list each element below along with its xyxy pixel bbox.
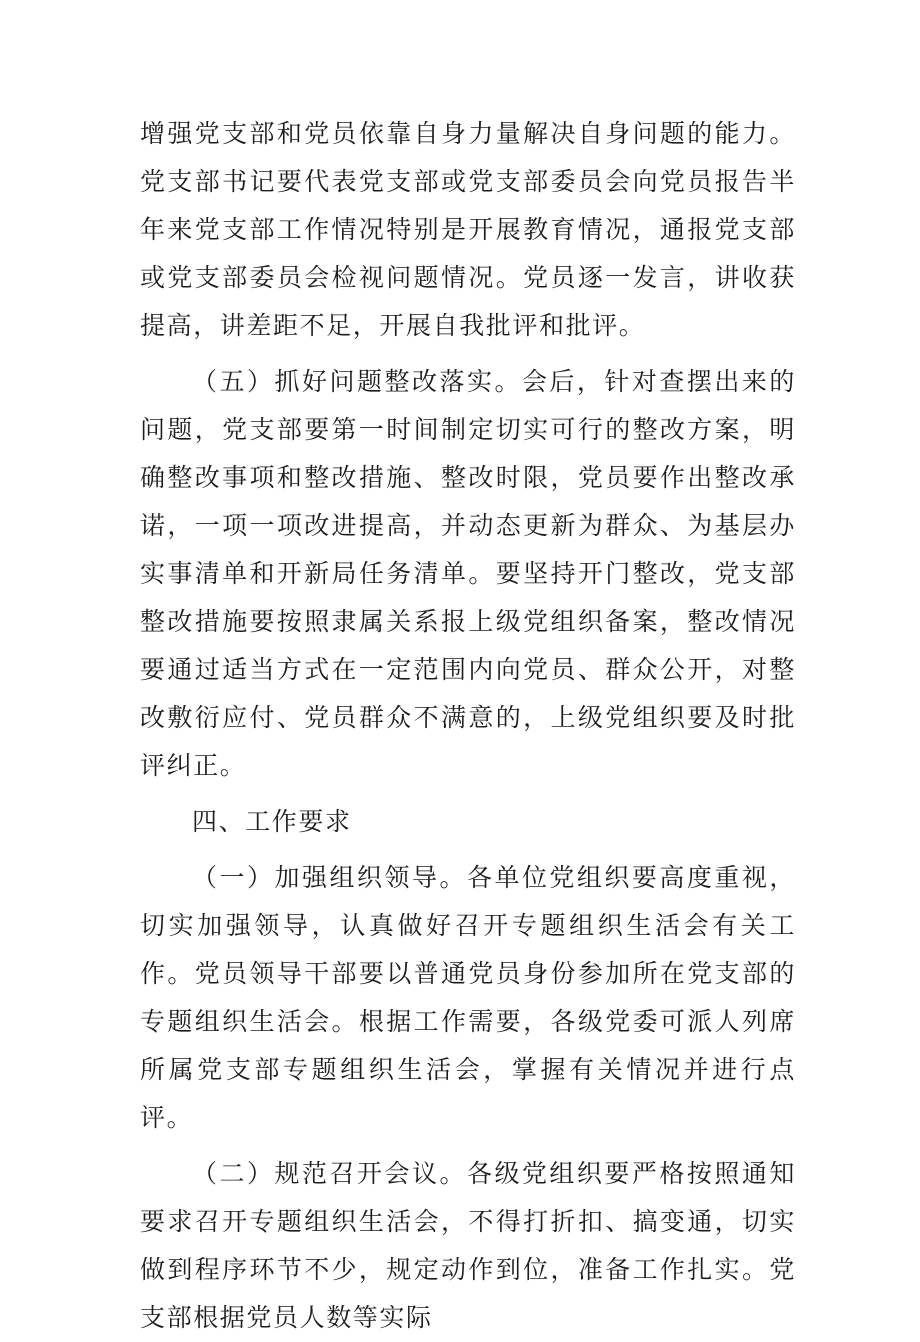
paragraph-rectification: （五）抓好问题整改落实。会后，针对查摆出来的问题，党支部要第一时间制定切实可行的整改方案，明确整改事项和整改措施、整改时限，党员要作出整改承诺，一项一项改进提高，并动态更新为群众、为基层办实事清单和开新局任务清单。要坚持开门整改，党支部整改措施要按照隶属关系报上级党组织备案，整改情况要通过适当方式在一定范围内向党员、群众公开，对整改敷衍应付、党员群众不满意的，上级党组织要及时批评纠正。 [140, 367, 796, 780]
paragraph-continuation: 增强党支部和党员依靠自身力量解决自身问题的能力。党支部书记要代表党支部或党支部委员会向党员报告半年来党支部工作情况特别是开展教育情况，通报党支部或党支部委员会检视问题情况。党员逐一发言，讲收获提高，讲差距不足，开展自我批评和批评。 [140, 119, 796, 340]
paragraph-leadership: （一）加强组织领导。各单位党组织要高度重视，切实加强领导，认真做好召开专题组织生活会有关工作。党员领导干部要以普通党员身份参加所在党支部的专题组织生活会。根据工作需要，各级党委可派人列席所属党支部专题组织生活会，掌握有关情况并进行点评。 [140, 863, 796, 1132]
document-body [140, 110, 796, 1342]
paragraph-meeting-standards: （二）规范召开会议。各级党组织要严格按照通知要求召开专题组织生活会，不得打折扣、搞变通，切实做到程序环节不少，规定动作到位，准备工作扎实。党支部根据党员人数等实际 [140, 1159, 796, 1332]
section-heading: 四、工作要求 [192, 807, 352, 836]
